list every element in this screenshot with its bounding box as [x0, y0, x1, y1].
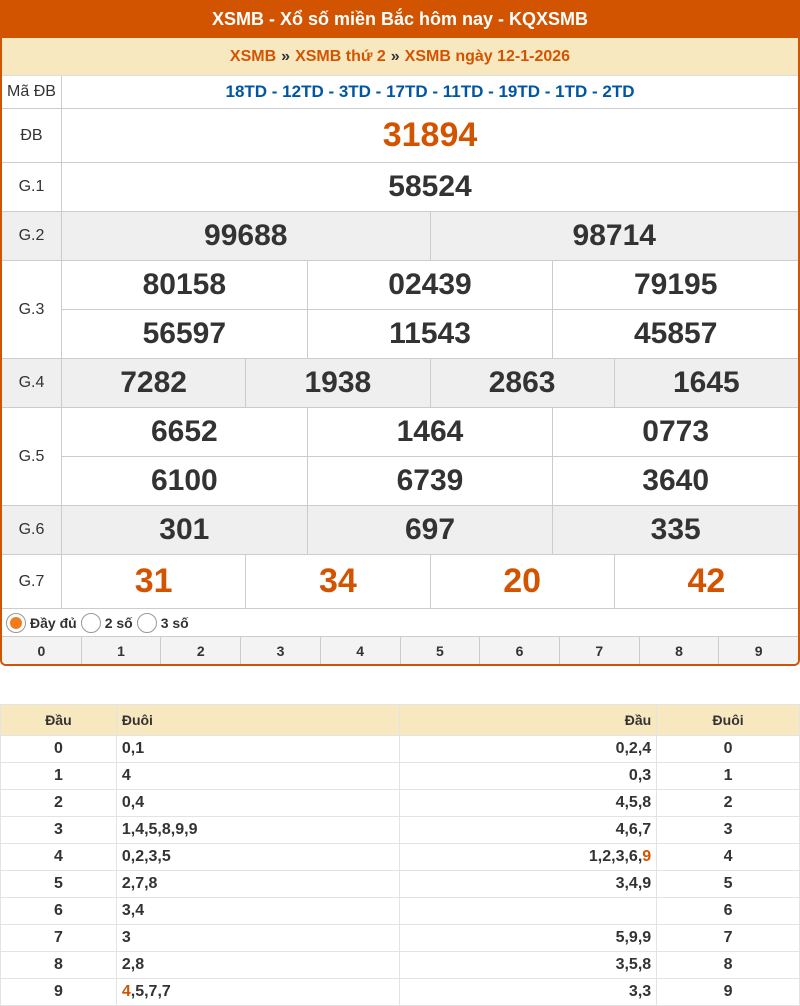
dau-values: 0,3 — [399, 763, 657, 790]
g2-row — [2, 212, 798, 261]
g4-row — [2, 359, 798, 408]
col-header-dau: Đầu — [1, 705, 117, 736]
digit-button[interactable]: 5 — [400, 637, 480, 665]
duoi-values: 1,4,5,8,9,9 — [116, 817, 399, 844]
g1-label: G.1 — [2, 163, 62, 211]
dau-digit: 5 — [1, 871, 117, 898]
digit-filter-bar — [2, 637, 798, 665]
g6-number: 301 — [159, 513, 210, 546]
g7-number: 34 — [245, 555, 429, 608]
duoi-values: 0,1 — [116, 736, 399, 763]
madb-row — [2, 76, 798, 109]
g7-number: 42 — [614, 555, 798, 608]
dau-digit: 9 — [1, 979, 117, 1006]
dau-digit: 7 — [1, 925, 117, 952]
duoi-digit: 4 — [657, 844, 800, 871]
duoi-values-part: ,5,7,7 — [130, 983, 171, 1000]
digit-button[interactable]: 3 — [240, 637, 320, 665]
g1-row — [2, 163, 798, 212]
g7-label: G.7 — [2, 555, 62, 608]
duoi-digit: 7 — [657, 925, 800, 952]
db-label: ĐB — [2, 109, 62, 162]
table-row — [1, 898, 800, 925]
duoi-digit: 2 — [657, 790, 800, 817]
duoi-values: 2,7,8 — [116, 871, 399, 898]
g3-number: 56597 — [142, 317, 227, 350]
table-row — [1, 763, 800, 790]
dau-values: 3,4,9 — [399, 871, 657, 898]
duoi-digit: 0 — [657, 736, 800, 763]
g5-number: 1464 — [307, 408, 553, 456]
dau-values: 0,2,4 — [399, 736, 657, 763]
dau-digit: 3 — [1, 817, 117, 844]
g4-number: 1645 — [614, 359, 798, 407]
breadcrumb-xsmb-thu-2[interactable]: XSMB thứ 2 — [295, 47, 386, 65]
breadcrumb-separator: » — [281, 47, 291, 65]
col-header-duoi-2: Đuôi — [657, 705, 800, 736]
breadcrumb-xsmb[interactable]: XSMB — [229, 47, 277, 65]
dau-digit: 2 — [1, 790, 117, 817]
digit-button[interactable]: 4 — [320, 637, 400, 665]
radio-2-digits[interactable] — [81, 613, 101, 633]
col-header-dau-2: Đầu — [399, 705, 657, 736]
g3-label: G.3 — [2, 261, 62, 358]
dau-digit: 8 — [1, 952, 117, 979]
radio-selected-dot — [10, 617, 22, 629]
breadcrumb-xsmb-date[interactable]: XSMB ngày 12-1-2026 — [404, 47, 571, 65]
g3-number: 02439 — [307, 261, 553, 309]
digit-button[interactable]: 1 — [81, 637, 161, 665]
g4-number: 1938 — [245, 359, 429, 407]
option-full[interactable] — [6, 613, 77, 633]
g3-number: 11543 — [307, 310, 553, 358]
duoi-values: 0,2,3,5 — [116, 844, 399, 871]
display-options — [2, 609, 798, 637]
dau-duoi-table — [0, 704, 800, 1006]
g7-number: 20 — [430, 555, 614, 608]
db-row — [2, 109, 798, 163]
g6-row — [2, 506, 798, 555]
g5-number: 6739 — [307, 457, 553, 505]
table-row — [1, 817, 800, 844]
radio-3-digits[interactable] — [137, 613, 157, 633]
dau-digit: 1 — [1, 763, 117, 790]
g3-number: 79195 — [552, 261, 798, 309]
g2-number: 99688 — [204, 219, 288, 252]
table-row — [1, 979, 800, 1006]
table-header-row — [1, 705, 800, 736]
dau-values: 3,5,8 — [399, 952, 657, 979]
table-row — [1, 790, 800, 817]
g5-number: 3640 — [552, 457, 798, 505]
digit-button[interactable]: 6 — [479, 637, 559, 665]
g5-row — [2, 408, 798, 506]
dau-digit: 4 — [1, 844, 117, 871]
duoi-values: 3 — [116, 925, 399, 952]
g2-number: 98714 — [430, 212, 799, 260]
duoi-digit: 6 — [657, 898, 800, 925]
duoi-values-highlight: 4 — [121, 983, 131, 1000]
dau-digit: 0 — [1, 736, 117, 763]
g5-number: 6100 — [150, 464, 218, 497]
duoi-digit: 8 — [657, 952, 800, 979]
table-row — [1, 952, 800, 979]
duoi-values: 2,8 — [116, 952, 399, 979]
g3-number: 80158 — [142, 268, 227, 301]
table-row — [1, 925, 800, 952]
dau-values: 4,5,8 — [399, 790, 657, 817]
breadcrumb-separator: » — [390, 47, 400, 65]
g3-row — [2, 261, 798, 359]
digit-button[interactable]: 0 — [37, 643, 46, 659]
duoi-values: 0,4 — [116, 790, 399, 817]
digit-button[interactable]: 7 — [559, 637, 639, 665]
dau-values: 3,3 — [399, 979, 657, 1006]
dau-values-part: 1,2,3,6, — [588, 848, 643, 865]
g1-number: 58524 — [388, 170, 472, 203]
option-2-digits[interactable] — [81, 613, 133, 633]
g3-number: 45857 — [552, 310, 798, 358]
g5-number: 6652 — [150, 415, 218, 448]
g6-number: 335 — [552, 506, 798, 554]
dau-values-highlight: 9 — [642, 848, 652, 865]
dau-values — [399, 898, 657, 925]
option-3-digits[interactable] — [137, 613, 189, 633]
dau-digit: 6 — [1, 898, 117, 925]
special-prize-number: 31894 — [382, 116, 478, 154]
dau-values: 5,9,9 — [399, 925, 657, 952]
g2-label: G.2 — [2, 212, 62, 260]
madb-value: 18TD - 12TD - 3TD - 17TD - 11TD - 19TD - 1TD - 2TD — [225, 82, 635, 101]
table-row — [1, 871, 800, 898]
duoi-digit: 5 — [657, 871, 800, 898]
duoi-values: 4 — [116, 763, 399, 790]
duoi-digit: 9 — [657, 979, 800, 1006]
table-row — [1, 736, 800, 763]
option-full-label: Đầy đủ — [30, 614, 77, 631]
digit-button[interactable]: 8 — [639, 637, 719, 665]
table-row — [1, 844, 800, 871]
radio-full[interactable] — [6, 613, 26, 633]
g4-number: 2863 — [430, 359, 614, 407]
digit-button[interactable]: 9 — [718, 637, 798, 665]
dau-values: 4,6,7 — [399, 817, 657, 844]
g7-number: 31 — [134, 562, 173, 600]
duoi-digit: 3 — [657, 817, 800, 844]
page-title: XSMB - Xổ số miền Bắc hôm nay - KQXSMB — [2, 0, 798, 38]
g4-label: G.4 — [2, 359, 62, 407]
breadcrumb — [2, 38, 798, 76]
dau-values — [399, 844, 657, 871]
madb-label: Mã ĐB — [2, 76, 62, 108]
g6-number: 697 — [307, 506, 553, 554]
option-3-digits-label: 3 số — [160, 614, 189, 631]
g5-number: 0773 — [552, 408, 798, 456]
duoi-digit: 1 — [657, 763, 800, 790]
digit-button[interactable]: 2 — [160, 637, 240, 665]
g7-row — [2, 555, 798, 609]
duoi-values — [116, 979, 399, 1006]
g5-label: G.5 — [2, 408, 62, 505]
option-2-digits-label: 2 số — [104, 614, 133, 631]
col-header-duoi: Đuôi — [116, 705, 399, 736]
g6-label: G.6 — [2, 506, 62, 554]
g4-number: 7282 — [120, 366, 187, 399]
duoi-values: 3,4 — [116, 898, 399, 925]
